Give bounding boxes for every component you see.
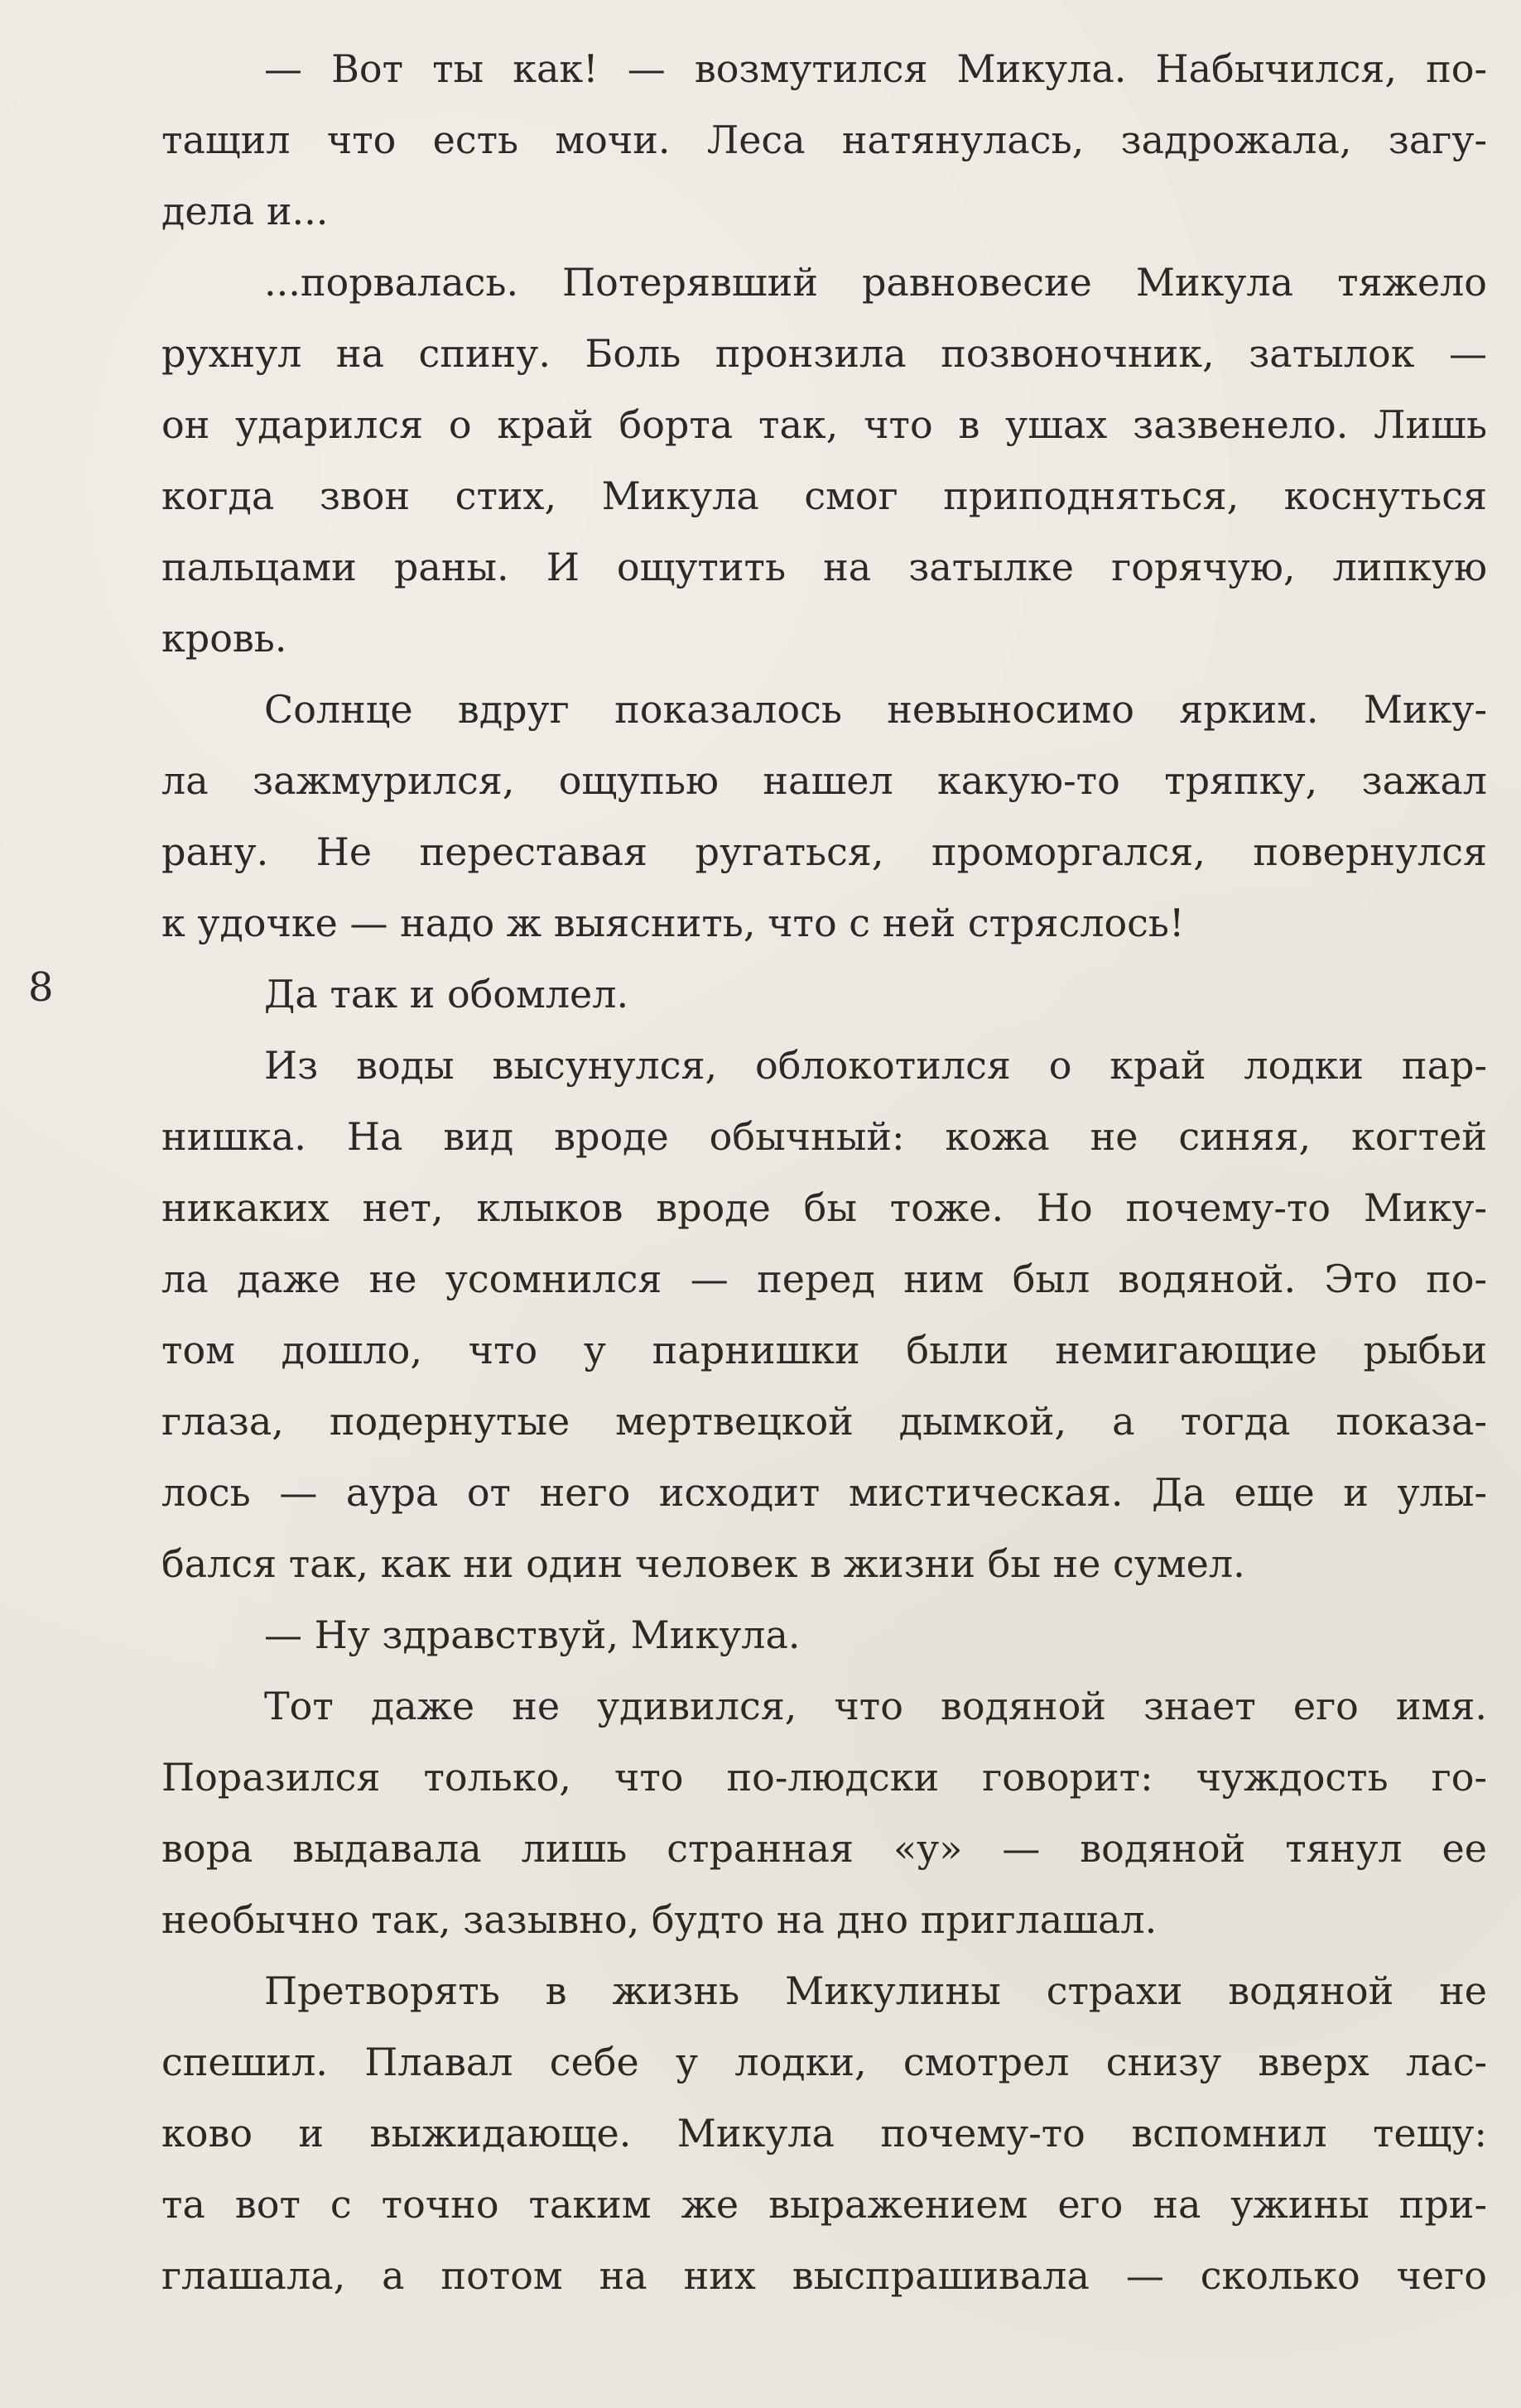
text-line: он ударился о край борта так, что в ушах зазвенело. Лишь — [161, 402, 1487, 447]
text-line: — Ну здравствуй, Микула. — [264, 1613, 801, 1657]
page-number: 8 — [28, 964, 54, 1011]
text-line: пальцами раны. И ощутить на затылке горячую, липкую — [161, 545, 1487, 589]
text-line: спешил. Плавал себе у лодки, смотрел снизу вверх лас- — [161, 2040, 1487, 2084]
text-line: рану. Не переставая ругаться, проморгался, повернулся — [161, 829, 1487, 874]
text-line: тащил что есть мочи. Леса натянулась, задрожала, загу- — [161, 118, 1487, 162]
text-line: когда звон стих, Микула смог приподняться, коснуться — [161, 473, 1487, 518]
text-line: глаза, подернутые мертвецкой дымкой, а тогда показа- — [161, 1399, 1487, 1444]
text-line: глашала, а потом на них выспрашивала — сколько чего — [161, 2253, 1487, 2298]
text-line: Да так и обомлел. — [264, 972, 629, 1017]
text-line: нишка. На вид вроде обычный: кожа не синяя, когтей — [161, 1114, 1487, 1159]
text-line: дела и... — [161, 189, 329, 233]
text-line: вора выдавала лишь странная «у» — водяной тянул ее — [161, 1826, 1487, 1871]
text-line: кровь. — [161, 616, 287, 661]
text-line: та вот с точно таким же выражением его на ужины при- — [161, 2182, 1487, 2227]
text-line: том дошло, что у парнишки были немигающие рыбьи — [161, 1328, 1487, 1372]
text-line: бался так, как ни один человек в жизни бы не сумел. — [161, 1541, 1245, 1586]
text-line: никаких нет, клыков вроде бы тоже. Но почему-то Мику- — [161, 1185, 1487, 1230]
text-line: Поразился только, что по-людски говорит: чуждость го- — [161, 1755, 1487, 1800]
text-line: ла даже не усомнился — перед ним был водяной. Это по- — [161, 1257, 1487, 1301]
text-line: Солнце вдруг показалось невыносимо ярким. Мику- — [264, 687, 1487, 732]
text-line: ...порвалась. Потерявший равновесие Микула тяжело — [264, 260, 1487, 305]
text-line: лось — аура от него исходит мистическая. Да еще и улы- — [161, 1470, 1487, 1515]
text-line: необычно так, зазывно, будто на дно приглашал. — [161, 1897, 1158, 1942]
text-line: ково и выжидающе. Микула почему-то вспомнил тещу: — [161, 2111, 1487, 2156]
text-line: Претворять в жизнь Микулины страхи водяной не — [264, 1968, 1487, 2013]
text-line: рухнул на спину. Боль пронзила позвоночник, затылок — — [161, 331, 1487, 376]
text-line: Из воды высунулся, облокотился о край лодки пар- — [264, 1043, 1487, 1088]
text-line: Тот даже не удивился, что водяной знает его имя. — [264, 1684, 1487, 1728]
body-text — [161, 33, 1487, 2311]
text-line: — Вот ты как! — возмутился Микула. Набычился, по- — [264, 46, 1487, 91]
text-line: ла зажмурился, ощупью нашел какую-то тряпку, зажал — [161, 758, 1487, 803]
text-line: к удочке — надо ж выяснить, что с ней стряслось! — [161, 901, 1185, 945]
